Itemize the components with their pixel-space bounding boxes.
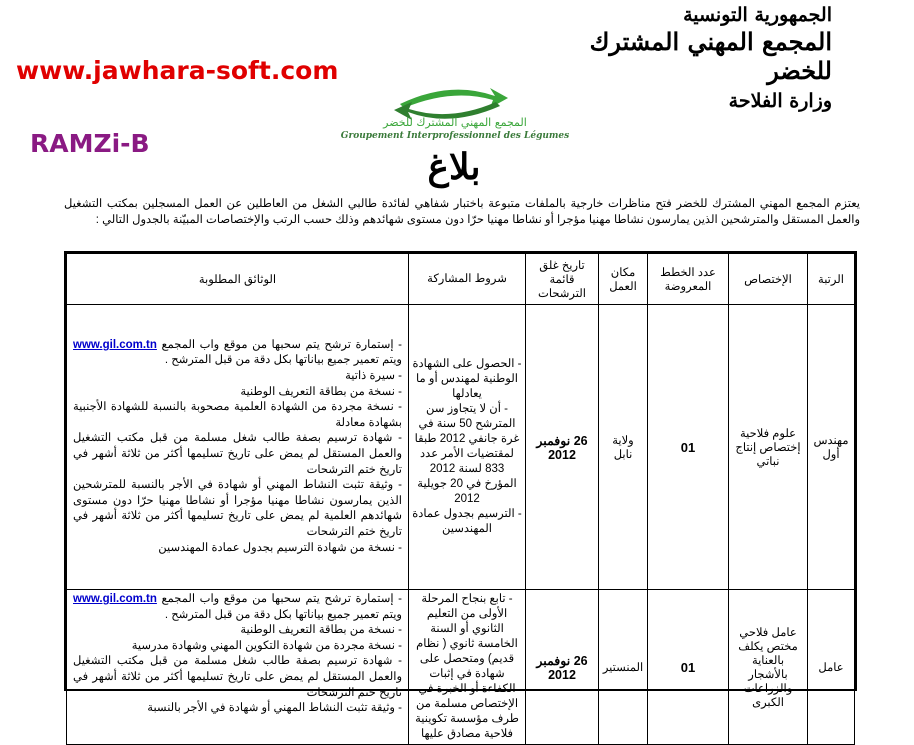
intro-paragraph: يعتزم المجمع المهني المشترك للخضر فتح مناظرات خارجية بالملفات متبوعة باختبار شفاهي لفائدة طالبي الشغل من العاطلين عن العمل المسجلين بمكتب التشغيل والعمل المستقل والمترشحين الذين يمارسون نشاطا مهنيا مؤجرا أو نشاطا مهنيا حرّا دون مستوى شهائدهم وذلك حسب الرتب والإختصاصات المبيّنة بالجدول التالي : [64,198,860,226]
place-cell: ولاية نابل [599,305,648,590]
document-item: - نسخة من بطاقة التعريف الوطنية [240,385,402,398]
header-rank: الرتبة [808,254,855,305]
condition-item: - أن لا يتجاوز سن المترشح 50 سنة في غرة جانفي 2012 طبقا لمقتضيات الأمر عدد 833 لسنة 2012 المؤرخ في 20 جويلية 2012 [414,403,520,505]
watermark-url: www.jawhara-soft.com [16,56,339,85]
ministry-header [572,4,832,113]
header-place: مكان العمل [599,254,648,305]
document-item: - وثيقة تثبت النشاط المهني أو شهادة في الأجر بالنسبة للمترشحين الذين يمارسون نشاطا مهنيا مؤجرا أو نشاطا مهنيا حرّا دون مستوى شهائدهم العلمية لم يمض على تاريخ تسليمها أكثر من ثلاثة أشهر في تاريخ ختم الترشحات [73,479,402,538]
rank-cell: مهندس أول [808,305,855,590]
documents-cell [67,305,409,590]
table-header-row [67,254,855,305]
table-row [67,590,855,745]
document-item: - نسخة مجردة من شهادة التكوين المهني وشهادة مدرسية [131,639,402,652]
header-positions: عدد الخطط المعروضة [648,254,729,305]
signature-text: RAMZi-B [30,129,150,158]
positions-cell: 01 [648,305,729,590]
specialty-cell: عامل فلاحي مختص يكلف بالعناية بالأشجار والزراعات الكبرى [729,590,808,745]
document-item: - إستمارة ترشح يتم سحبها من موقع واب المجمع [161,338,402,351]
document-item: - شهادة ترسيم بصفة طالب شغل مسلمة من قبل مكتب التشغيل والعمل المستقل لم يمض على تاريخ تسليمها أكثر من ثلاثة أشهر في تاريخ ختم الترشحات [73,432,402,476]
document-item: - نسخة من شهادة الترسيم بجدول عمادة المهندسين [158,541,402,554]
document-item: - سيرة ذاتية [345,370,402,383]
table-row [67,305,855,590]
condition-item: - الحصول على الشهادة الوطنية لمهندس أو ما يعادلها [412,358,522,400]
document-item: - نسخة مجردة من الشهادة العلمية مصحوبة بالنسبة للشهادة الأجنبية بشهادة معادلة [73,401,402,429]
document-item: ويتم تعمير جميع بياناتها بكل دقة من قبل المترشح . [164,608,402,621]
positions-cell: 01 [648,590,729,745]
website-link[interactable]: www.gil.com.tn [73,338,157,351]
deadline-cell: 26 نوفمبر 2012 [526,590,599,745]
organization-line: المجمع المهني المشترك للخضر [589,27,832,86]
document-item: ويتم تعمير جميع بياناتها بكل دقة من قبل المترشح . [164,354,402,367]
deadline-cell: 26 نوفمبر 2012 [526,305,599,590]
document-item: - شهادة ترسيم بصفة طالب شغل مسلمة من قبل مكتب التشغيل والعمل المستقل لم يمض على تاريخ تسليمها أكثر من ثلاثة أشهر في تاريخ ختم الترشحات [73,655,402,699]
notice-title: بلاغ [427,146,481,188]
ministry-line: وزارة الفلاحة [728,89,832,112]
condition-item: - الترسيم بجدول عمادة المهندسين [412,508,522,535]
header-conditions: شروط المشاركة [409,254,526,305]
republic-line: الجمهورية التونسية [683,4,832,26]
website-link[interactable]: www.gil.com.tn [73,593,157,605]
document-item: - وثيقة تثبت النشاط المهني أو شهادة في الأجر بالنسبة [147,702,402,715]
documents-cell [67,590,409,745]
positions-table [64,251,857,740]
specialty-cell: علوم فلاحية إختصاص إنتاج نباتي [729,305,808,590]
logo-arabic-text: المجمع المهني المشترك للخضر [383,116,527,129]
logo-arrows-icon [330,82,580,142]
place-cell: المنستير [599,590,648,745]
logo-french-text: Groupement Interprofessionnel des Légumes [340,131,570,141]
header-deadline: تاريخ غلق قائمة الترشحات [526,254,599,305]
document-item: - نسخة من بطاقة التعريف الوطنية [240,624,402,637]
conditions-cell: - تابع بنجاح المرحلة الأولى من التعليم الثانوي أو السنة الخامسة ثانوي ( نظام قديم) ومتحصل على شهادة في إثبات الكفاءة أو الخبرة في الإختصاص مسلمة من طرف مؤسسة تكوينية فلاحية مصادق عليها [409,590,526,745]
conditions-cell [409,305,526,590]
document-item: - إستمارة ترشح يتم سحبها من موقع واب المجمع [161,593,402,605]
header-specialty: الإختصاص [729,254,808,305]
rank-cell: عامل [808,590,855,745]
header-documents: الوثائق المطلوبة [67,254,409,305]
